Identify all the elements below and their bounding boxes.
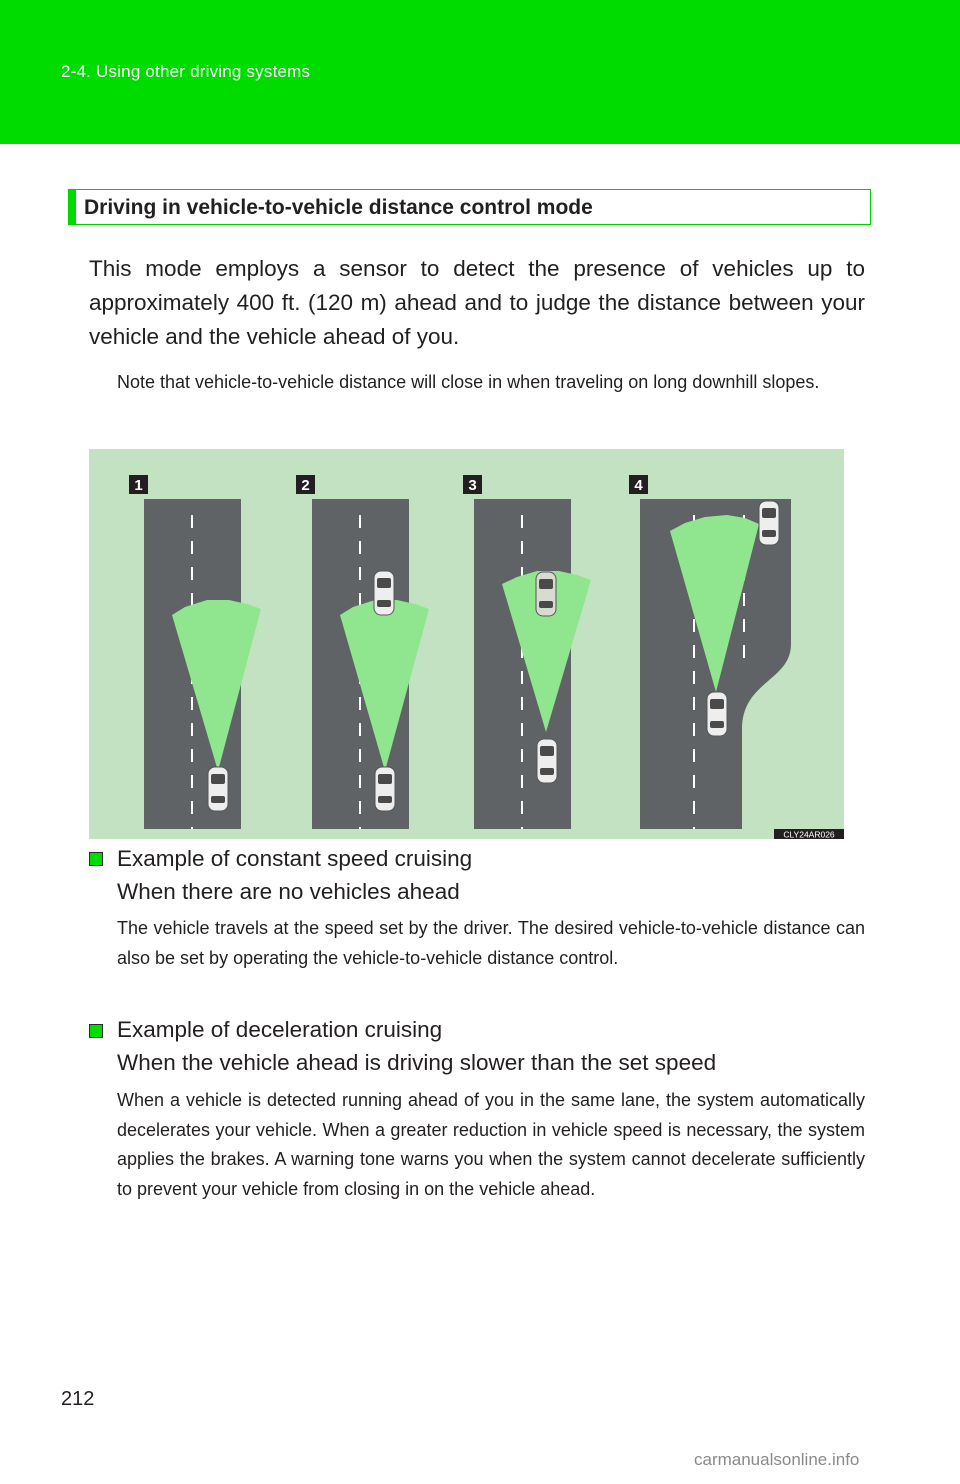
panel-3-own-vehicle xyxy=(537,739,557,783)
panel-label-3-text: 3 xyxy=(468,477,477,494)
panel-label-4 xyxy=(629,475,648,494)
panel-4-merging-vehicle xyxy=(759,501,779,545)
item-1-marker xyxy=(89,852,103,866)
figure-code: CLY24AR026 xyxy=(783,829,835,839)
section-heading xyxy=(68,189,871,225)
note-paragraph: Note that vehicle-to-vehicle distance will close in when traveling on long downhill slopes. xyxy=(117,372,820,392)
item-2-marker xyxy=(89,1024,103,1038)
item-1-title-line2: When there are no vehicles ahead xyxy=(117,879,460,904)
section-heading-text: Driving in vehicle-to-vehicle distance control mode xyxy=(84,196,593,219)
header-band xyxy=(0,0,960,144)
panel-4-own-vehicle xyxy=(707,692,727,736)
panel-1-own-vehicle xyxy=(208,767,228,811)
heading-accent-bar xyxy=(69,190,76,224)
watermark: carmanualsonline.info xyxy=(694,1450,860,1469)
panel-label-3 xyxy=(463,475,482,494)
panel-2-own-vehicle xyxy=(375,767,395,811)
item-1-title-line1: Example of constant speed cruising xyxy=(117,846,473,871)
page-number: 212 xyxy=(61,1388,95,1410)
item-2-title-line2: When the vehicle ahead is driving slower than the set speed xyxy=(117,1050,717,1075)
item-1-body: The vehicle travels at the speed set by the driver. The desired vehicle-to-vehicle distance can also be set by operating the vehicle-to-vehicle distance control. xyxy=(117,918,865,968)
intro-paragraph: This mode employs a sensor to detect the presence of vehicles up to approximately 400 ft. (120 m) ahead and to judge the distance between your vehicle and the vehicle ahead of you. xyxy=(89,256,865,349)
panel-label-1-text: 1 xyxy=(134,477,143,494)
panel-label-2-text: 2 xyxy=(301,477,310,494)
item-2-title-line1: Example of deceleration cruising xyxy=(117,1017,443,1042)
section-path: 2-4. Using other driving systems xyxy=(61,62,311,81)
panel-label-4-text: 4 xyxy=(634,477,643,494)
item-2-body: When a vehicle is detected running ahead of you in the same lane, the system automatically decelerates your vehicle. When a greater reduction in vehicle speed is necessary, the system applies the brakes. A warning tone warns you when the system cannot decelerate sufficiently to prevent your vehicle from closing in on the vehicle ahead. xyxy=(117,1090,865,1199)
panel-label-2 xyxy=(296,475,315,494)
panel-2-vehicle-ahead xyxy=(374,571,394,615)
acc-illustration xyxy=(89,449,844,839)
panel-3-vehicle-ahead xyxy=(536,572,556,616)
panel-label-1 xyxy=(129,475,148,494)
